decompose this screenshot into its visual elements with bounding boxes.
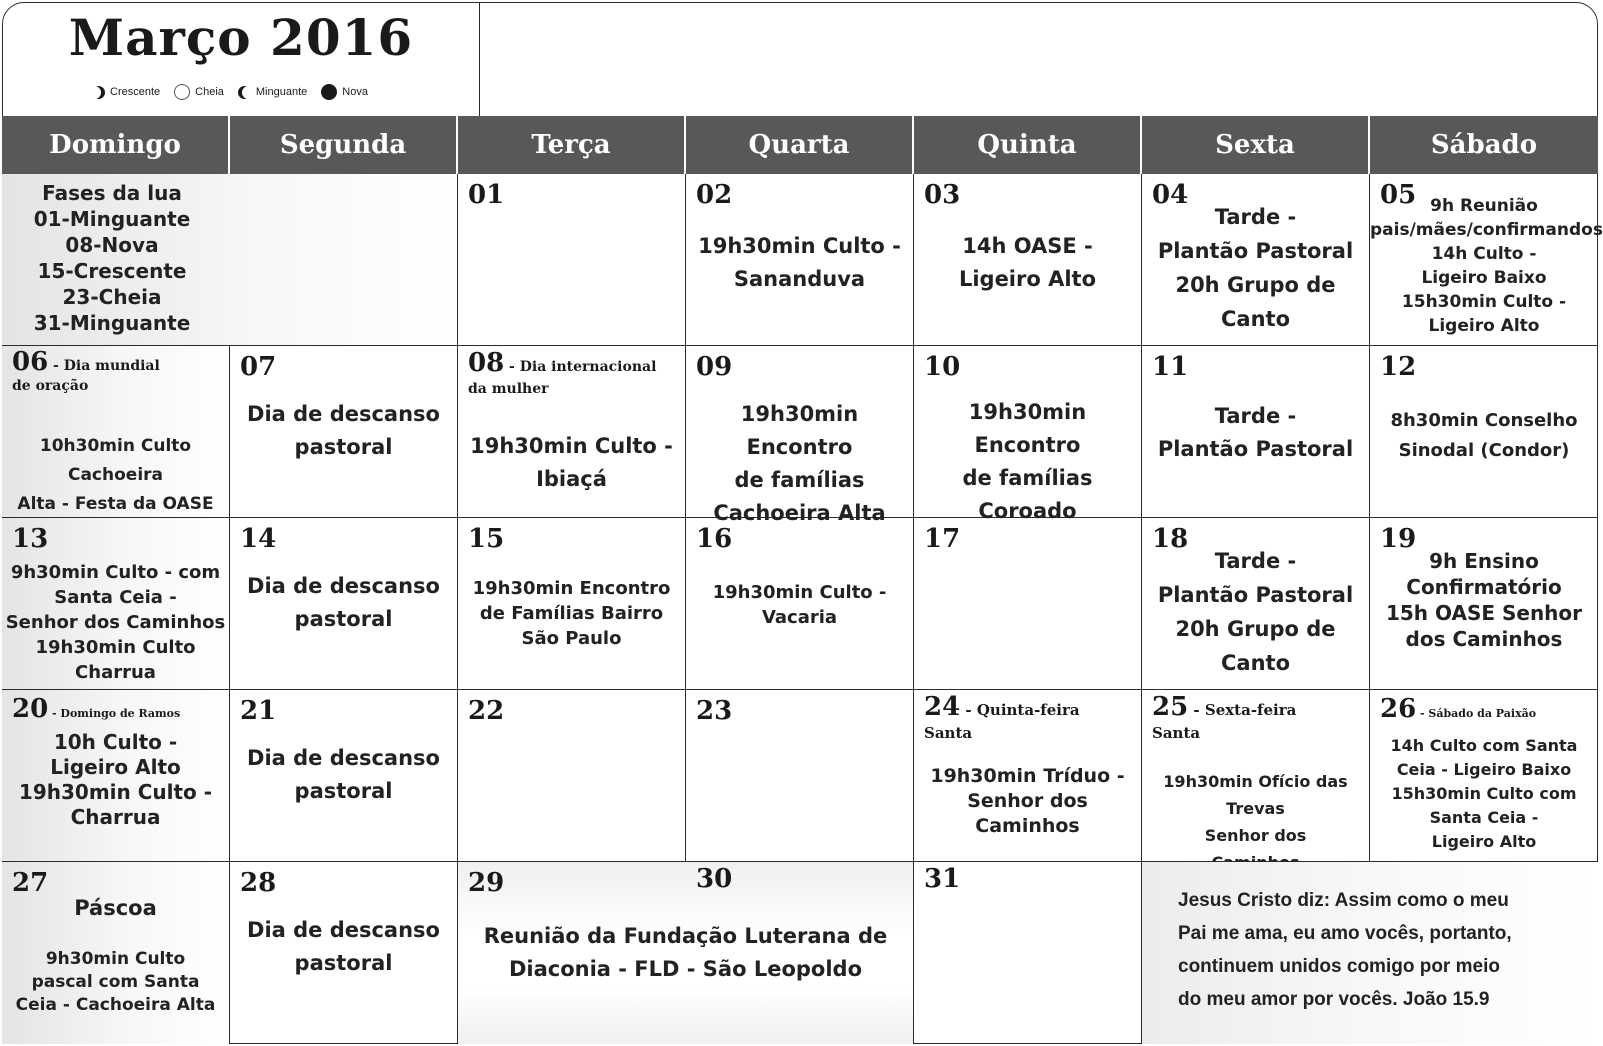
- day-number: 04: [1152, 180, 1189, 210]
- day-events: 19h30min Encontro de famílias Coroado: [962, 400, 1093, 523]
- day-number: 18: [1152, 524, 1189, 554]
- moon-phase-item: 31-Minguante: [33, 311, 191, 335]
- moon-phase-item: 23-Cheia: [62, 285, 162, 309]
- day-cell[interactable]: [2, 862, 230, 1044]
- day-note: - Domingo de Ramos: [48, 707, 181, 720]
- full-moon-icon: [174, 84, 190, 100]
- legend-item: [321, 84, 368, 100]
- day-cell[interactable]: [914, 690, 1142, 862]
- day-cell[interactable]: [2, 690, 230, 862]
- legend-label: Cheia: [195, 86, 224, 98]
- day-number: 10: [924, 352, 961, 382]
- calendar-grid: [2, 116, 1603, 1044]
- day-cell[interactable]: [1142, 690, 1370, 862]
- page-title: Março 2016: [68, 8, 414, 67]
- day-number: 12: [1380, 352, 1417, 382]
- day-number: 14: [240, 524, 277, 554]
- day-cell[interactable]: [458, 518, 686, 690]
- day-events: Reunião da Fundação Luterana de Diaconia - FLD - São Leopoldo: [483, 924, 888, 981]
- day-number: 22: [468, 696, 505, 726]
- moon-phases-cell: [2, 174, 458, 346]
- day-number: 31: [924, 864, 961, 894]
- legend-label: Nova: [342, 86, 368, 98]
- moon-phases-list: [2, 180, 222, 336]
- day-events: Tarde - Plantão Pastoral: [1157, 404, 1354, 461]
- merged-day-cell[interactable]: [458, 862, 914, 1044]
- day-number: 17: [924, 524, 961, 554]
- day-cell[interactable]: [914, 346, 1142, 523]
- bible-verse: Jesus Cristo diz: Assim como o meu Pai me ama, eu amo vocês, portanto, continuem unidos comigo por meio do meu amor por vocês. João 15.9: [1178, 890, 1512, 1010]
- day-note: - Dia mundial de oração: [12, 358, 160, 394]
- day-events: Dia de descanso pastoral: [247, 746, 440, 803]
- day-cell[interactable]: [230, 690, 458, 862]
- day-number: 16: [696, 524, 733, 554]
- day-number: 07: [240, 352, 277, 382]
- moon-phase-item: 15-Crescente: [37, 259, 187, 283]
- weekday-header: Domingo: [2, 116, 230, 174]
- day-events: 19h30min Encontro de famílias Cachoeira Alta: [713, 402, 886, 525]
- day-events: 14h OASE - Ligeiro Alto: [958, 234, 1097, 291]
- day-events: 19h30min Ofício das Trevas Senhor dos: [1163, 772, 1348, 845]
- day-number: 24: [924, 692, 961, 722]
- legend-item: [238, 86, 307, 99]
- day-number: 29: [468, 868, 505, 898]
- day-number: 25: [1152, 692, 1189, 722]
- day-number: 01: [468, 180, 505, 210]
- day-number: 09: [696, 352, 733, 382]
- day-cell[interactable]: [230, 346, 458, 518]
- day-header: [12, 347, 160, 396]
- title-box: [2, 2, 480, 116]
- new-moon-icon: [321, 84, 337, 100]
- day-number: 28: [240, 868, 277, 898]
- day-title: Páscoa: [74, 896, 157, 920]
- day-cell[interactable]: [1370, 690, 1598, 862]
- day-cell[interactable]: [2, 346, 230, 518]
- day-number: 03: [924, 180, 961, 210]
- day-cell[interactable]: [458, 690, 686, 862]
- day-events: Tarde - Plantão Pastoral 20h Grupo de Canto: [1157, 205, 1354, 331]
- day-note: - Sexta-feira Santa: [1152, 701, 1297, 742]
- day-cell[interactable]: [686, 346, 914, 525]
- day-cell[interactable]: [458, 174, 686, 346]
- legend-item: [174, 84, 224, 100]
- day-cell[interactable]: [914, 174, 1142, 346]
- day-cell[interactable]: [686, 518, 914, 690]
- day-events: 19h30min Culto - Vacaria: [712, 582, 887, 628]
- day-cell[interactable]: [914, 518, 1142, 690]
- day-number: 26: [1380, 694, 1417, 724]
- weekday-header: Segunda: [230, 116, 458, 174]
- day-header: [1152, 692, 1297, 745]
- day-events: 10h30min Culto Cachoeira Alta - Festa da OASE: [17, 436, 214, 514]
- day-events: Dia de descanso pastoral: [247, 918, 440, 975]
- day-events: 19h30min Culto - Sananduva: [698, 234, 901, 291]
- day-header: [1380, 694, 1536, 724]
- day-header: [924, 692, 1080, 745]
- day-events: 19h30min Culto - Ibiaçá: [470, 434, 673, 491]
- day-number: 06: [12, 347, 49, 377]
- day-events: 19h30min Tríduo - Senhor dos Caminhos: [930, 765, 1125, 837]
- day-events: 9h30min Culto pascal com Santa Ceia - Cachoeira Alta: [15, 949, 216, 1015]
- weekday-header: Sábado: [1370, 116, 1598, 174]
- weekday-header: Quinta: [914, 116, 1142, 174]
- legend-label: Minguante: [255, 86, 308, 98]
- day-events: 14h Culto com Santa Ceia - Ligeiro Baixo 15h30min Culto com Santa Ceia - Ligeiro Alto: [1390, 736, 1578, 851]
- day-events: Dia de descanso pastoral: [247, 402, 440, 459]
- day-cell[interactable]: [230, 518, 458, 690]
- day-header: [12, 694, 180, 724]
- day-cell[interactable]: [914, 862, 1142, 1044]
- weekday-header: Quarta: [686, 116, 914, 174]
- day-cell[interactable]: [1142, 346, 1370, 518]
- day-events: Dia de descanso pastoral: [247, 574, 440, 631]
- day-number: 08: [468, 348, 505, 378]
- day-header: [468, 348, 657, 400]
- day-events: 9h Reunião pais/mães/confirmandos 14h Culto - Ligeiro Baixo 15h30min Culto - Ligeiro Alto: [1370, 196, 1603, 336]
- day-number: 23: [696, 696, 733, 726]
- waning-moon-icon: [238, 86, 251, 99]
- weekday-header: Sexta: [1142, 116, 1370, 174]
- day-events: 8h30min Conselho Sinodal (Condor): [1390, 410, 1578, 461]
- moon-phase-item: 08-Nova: [65, 233, 159, 257]
- day-events: 10h Culto - Ligeiro Alto 19h30min Culto - Charrua: [18, 730, 213, 829]
- legend-label: Crescente: [110, 86, 161, 98]
- day-cell[interactable]: [1370, 518, 1598, 690]
- day-cell[interactable]: [1370, 174, 1603, 346]
- day-number: 05: [1380, 180, 1417, 210]
- moon-legend: [92, 84, 382, 100]
- day-number: 30: [696, 864, 733, 894]
- day-cell[interactable]: [1142, 518, 1370, 690]
- day-events: 19h30min Encontro de Famílias Bairro São Paulo: [472, 578, 671, 649]
- day-number: 02: [696, 180, 733, 210]
- waxing-crescent-icon: [92, 86, 105, 99]
- day-cell[interactable]: [1142, 174, 1370, 346]
- day-cell[interactable]: [686, 690, 914, 862]
- day-cell[interactable]: [686, 174, 914, 346]
- day-cell[interactable]: [1370, 346, 1598, 518]
- legend-item: [92, 86, 160, 99]
- day-number: 19: [1380, 524, 1417, 554]
- day-number: 11: [1152, 352, 1189, 382]
- day-cell[interactable]: [2, 518, 230, 690]
- day-number: 27: [12, 868, 49, 898]
- day-events: 9h Ensino Confirmatório 15h OASE Senhor dos Caminhos: [1385, 549, 1583, 651]
- bible-verse-box: [1142, 862, 1598, 1044]
- day-number: 20: [12, 694, 49, 724]
- day-note: - Sábado da Paixão: [1416, 707, 1537, 720]
- day-note: - Dia internacional da mulher: [468, 359, 657, 397]
- day-events: 9h30min Culto - com Santa Ceia - Senhor dos Caminhos 19h30min Culto Charrua: [5, 562, 226, 683]
- day-number: 15: [468, 524, 505, 554]
- moon-phases-title: Fases da lua: [42, 181, 182, 205]
- day-note: - Quinta-feira Santa: [924, 701, 1080, 742]
- day-number: 21: [240, 696, 277, 726]
- moon-phase-item: 01-Minguante: [33, 207, 191, 231]
- day-cell[interactable]: [458, 346, 686, 518]
- day-number: 13: [12, 524, 49, 554]
- day-events: Tarde - Plantão Pastoral 20h Grupo de Canto: [1157, 549, 1354, 675]
- weekday-header: Terça: [458, 116, 686, 174]
- day-cell[interactable]: [230, 862, 458, 1044]
